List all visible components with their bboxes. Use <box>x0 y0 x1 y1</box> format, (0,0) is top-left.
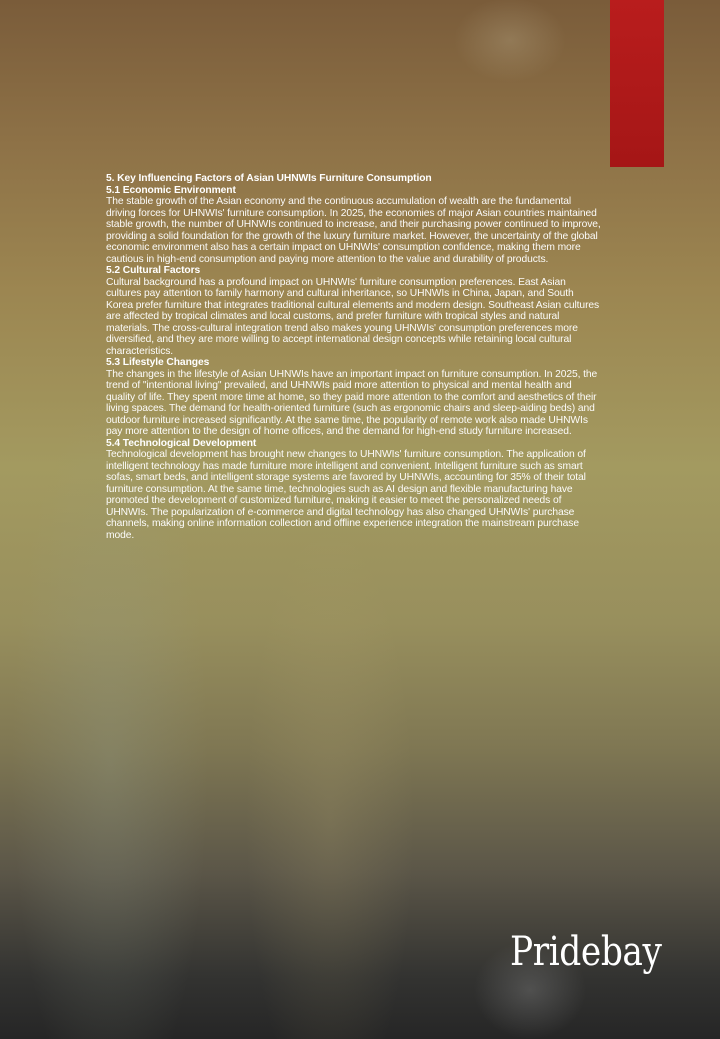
section-title: 5. Key Influencing Factors of Asian UHNWIs Furniture Consumption <box>106 173 432 184</box>
subsection-heading-lifestyle: 5.3 Lifestyle Changes <box>106 357 210 368</box>
subsection-text-economic: The stable growth of the Asian economy and the continuous accumulation of wealth are the fundamental driving forces for UHNWIs' furniture consumption. In 2025, the economies of major Asian countries maintained stable growth, the number of UHNWIs continued to increase, and their purchasing power continued to improve, providing a solid foundation for the growth of the luxury furniture market. However, the uncertainty of the global economic environment also has a certain impact on UHNWIs' consumption confidence, making them more cautious in high-end consumption and paying more attention to the value and durability of products. <box>106 196 601 265</box>
subsection-text-cultural: Cultural background has a profound impact on UHNWIs' furniture consumption preferences. East Asian cultures pay attention to family harmony and cultural inheritance, so UHNWIs in China, Japan, and South Korea prefer furniture that integrates traditional cultural elements and modern design. Southeast Asian cultures are affected by tropical climates and local customs, and prefer furniture with tropical styles and natural materials. The cross-cultural integration trend also makes young UHNWIs' consumption preferences more diversified, and they are more willing to accept international design concepts while retaining local cultural characteristics. <box>106 276 600 357</box>
subsection-heading-technology: 5.4 Technological Development <box>106 437 257 449</box>
red-accent-tab <box>610 0 664 167</box>
brand-logo: Pridebay <box>510 929 662 975</box>
subsection-text-lifestyle: The changes in the lifestyle of Asian UHNWIs have an important impact on furniture consumption. In 2025, the trend of "intentional living" prevailed, and UHNWIs paid more attention to physical and mental health and quality of life. They spent more time at home, so they paid more attention to the comfort and aesthetics of their living spaces. The demand for health-oriented furniture (such as ergonomic chairs and sleep-aiding beds) and outdoor furniture increased significantly. At the same time, the popularity of remote work also made UHNWIs pay more attention to the design of home offices, and the demand for high-end study furniture increased. <box>106 368 598 437</box>
subsection-heading-cultural: 5.2 Cultural Factors <box>106 265 201 276</box>
subsection-text-technology: Technological development has brought new changes to UHNWIs' furniture consumption. The application of intelligent technology has made furniture more intelligent and convenient. Intelligent furniture such as smart sofas, smart beds, and intelligent storage systems are favored by UHNWIs, accounting for 35% of their total furniture consumption. At the same time, technologies such as AI design and flexible manufacturing have promoted the development of customized furniture, making it easier to meet the personalized needs of UHNWIs. The popularization of e-commerce and digital technology has also changed UHNWIs' purchase channels, making online information collection and offline experience integration the mainstream purchase mode. <box>106 449 586 541</box>
subsection-heading-economic: 5.1 Economic Environment <box>106 184 236 196</box>
section-content <box>106 173 602 541</box>
